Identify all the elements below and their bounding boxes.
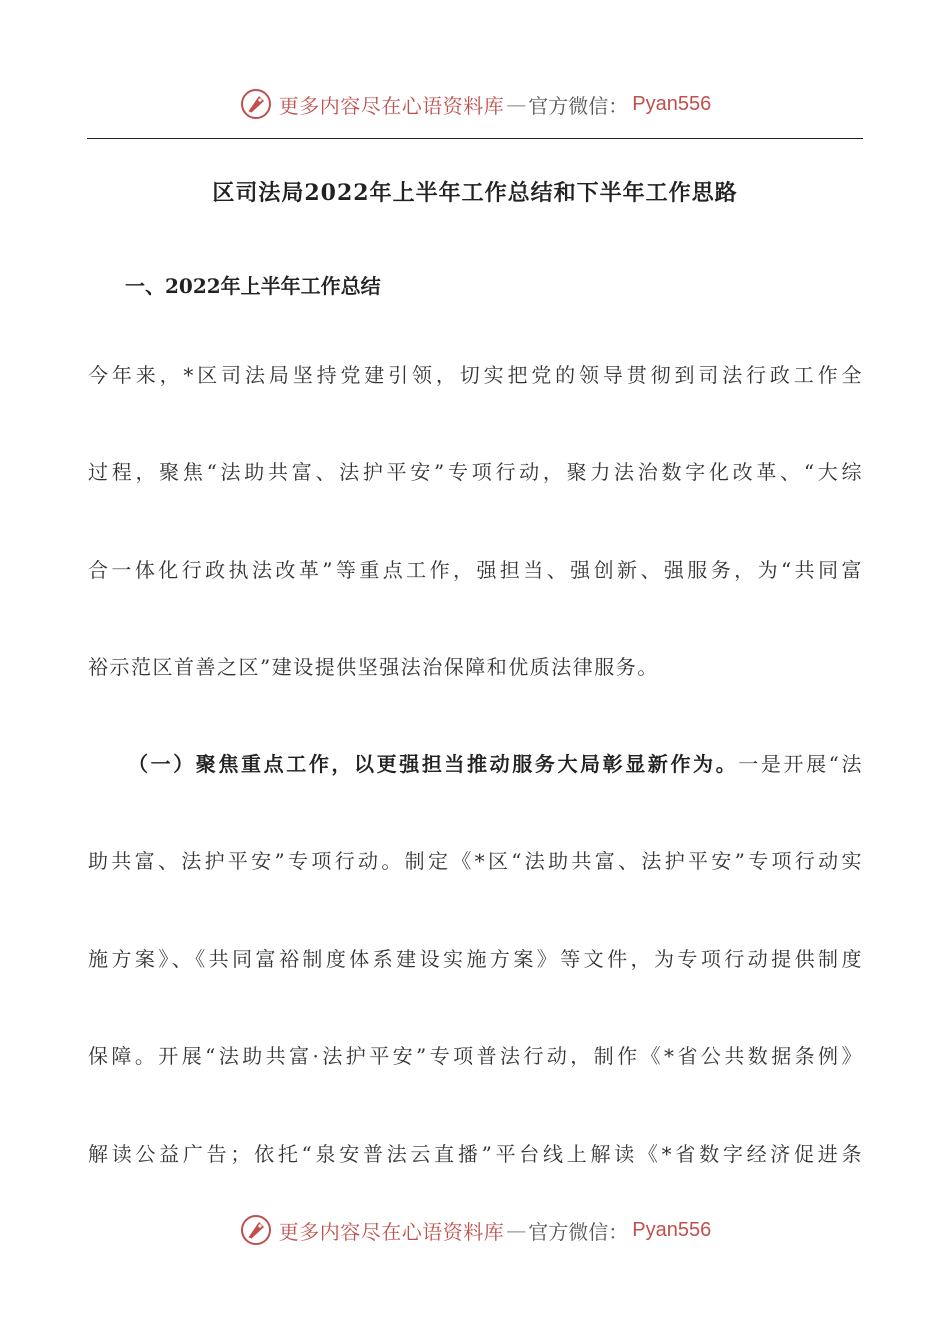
paragraph-line: 今年来，*区司法局坚持党建引领，切实把党的领导贯彻到司法行政工作全 <box>88 363 863 387</box>
header-divider <box>87 138 863 139</box>
watermark-banner-bottom <box>0 1210 950 1250</box>
pen-nib-icon <box>239 87 273 121</box>
paragraph-line: 助共富、法护平安”专项行动。制定《*区“法助共富、法护平安”专项行动实 <box>88 849 863 874</box>
watermark-wechat-id: Pyan556 <box>632 92 712 115</box>
paragraph-line: 解读公益广告；依托“泉安普法云直播”平台线上解读《*省数字经济促进条 <box>88 1141 863 1166</box>
paragraph-line: 施方案》、《共同富裕制度体系建设实施方案》等文件，为专项行动提供制度 <box>88 946 863 971</box>
pen-nib-icon <box>239 1213 273 1247</box>
paragraph-lead-rest: 一是开展“法 <box>738 752 864 776</box>
watermark-dash: — <box>506 1218 527 1242</box>
document-title: 区司法局2022年上半年工作总结和下半年工作思路 <box>212 180 738 206</box>
paragraph-bold-lead: （一）聚焦重点工作，以更强担当推动服务大局彰显新作为。 <box>128 752 739 776</box>
paragraph-2 <box>88 716 863 1203</box>
paragraph-line: 合一体化行政执法改革”等重点工作，强担当、强创新、强服务，为“共同富 <box>88 557 863 582</box>
watermark-wechat-id: Pyan556 <box>632 1218 712 1241</box>
paragraph-line-first <box>88 716 863 813</box>
watermark-brand: 更多内容尽在心语资料库 <box>278 1219 505 1244</box>
section-heading: 一、2022年上半年工作总结 <box>125 274 381 298</box>
watermark-official: 官方微信： <box>528 1219 629 1244</box>
watermark-brand: 更多内容尽在心语资料库 <box>278 93 505 118</box>
watermark-official: 官方微信： <box>528 93 629 118</box>
paragraph-line: 过程，聚焦“法助共富、法护平安”专项行动，聚力法治数字化改革、“大综 <box>88 460 863 485</box>
watermark-dash: — <box>506 92 527 116</box>
paragraph-1 <box>88 327 863 717</box>
watermark-banner-top <box>0 84 950 124</box>
paragraph-line: 裕示范区首善之区”建设提供坚强法治保障和优质法律服务。 <box>88 655 659 680</box>
paragraph-line: 保障。开展“法助共富·法护平安”专项普法行动，制作《*省公共数据条例》 <box>88 1044 863 1069</box>
